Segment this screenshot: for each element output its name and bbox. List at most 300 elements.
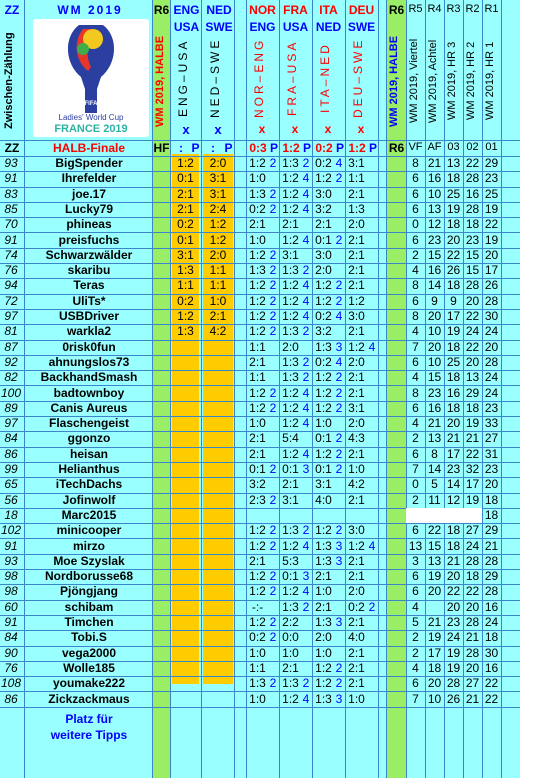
points-deu-swe — [367, 324, 377, 339]
player-name: Timchen — [64, 615, 114, 629]
r4-value — [425, 508, 444, 523]
tip-deu-swe: 2:1 — [348, 324, 365, 339]
r5-value: 0 — [412, 477, 419, 492]
rank-value: 94 — [4, 278, 18, 293]
points-fra-usa — [301, 554, 311, 569]
r5-value: 4 — [412, 263, 419, 278]
rank-value: 86 — [4, 446, 18, 461]
tip-fra-usa: 1:2 — [282, 171, 299, 186]
points-deu-swe — [367, 202, 377, 217]
tip-eng-usa — [172, 661, 199, 676]
points-fra-usa: 4 — [302, 278, 310, 293]
r4-value: 10 — [427, 354, 442, 369]
tip-fra-usa: 1:2 — [282, 385, 299, 400]
r2-value: 22 — [465, 309, 480, 323]
tip-deu-swe: 2:1 — [348, 232, 365, 247]
tip-nor-eng: 1:0 — [249, 691, 266, 706]
team-eng: ENG — [173, 3, 200, 17]
player-name: Teras — [73, 278, 105, 293]
tip-eng-usa — [172, 569, 199, 584]
player-name: Helianthus — [58, 462, 120, 476]
tip-ita-ned — [313, 508, 334, 523]
tip-ned-swe: 1:0 — [209, 293, 227, 308]
rank-value: 60 — [4, 599, 18, 614]
points-nor-eng: 2 — [269, 201, 277, 216]
page-title: WM 2019 — [57, 3, 123, 17]
r5-value: 4 — [412, 370, 419, 385]
team-ita: ITA — [319, 3, 338, 17]
points-nor-eng — [268, 600, 278, 615]
r1-value: 19 — [484, 232, 499, 247]
table-row — [0, 477, 520, 493]
tip-deu-swe: 3:1 — [348, 400, 365, 415]
points-label: P — [335, 141, 344, 155]
tip-eng-usa — [172, 692, 199, 707]
points-ita-ned: 2 — [335, 523, 343, 538]
tip-fra-usa: 2:0 — [282, 339, 299, 354]
tip-fra-usa: 1:2 — [282, 400, 299, 415]
r1-value: 28 — [484, 584, 499, 599]
tip-ita-ned: 1:3 — [315, 339, 332, 354]
fra-usa-vertical: FRA–USA — [285, 39, 299, 117]
r4-value: 20 — [427, 309, 442, 323]
tip-fra-usa: 1:2 — [282, 309, 299, 323]
tip-ned-swe — [203, 416, 233, 431]
player-name: Marc2015 — [61, 507, 117, 522]
tip-ita-ned: 1:2 — [315, 400, 332, 415]
tip-ned-swe — [203, 340, 233, 355]
tip-nor-eng: 1:3 — [249, 676, 266, 691]
points-nor-eng: 2 — [269, 263, 277, 278]
points-nor-eng: 2 — [269, 400, 277, 415]
tip-nor-eng: 1:2 — [249, 247, 266, 262]
player-name: Pjöngjang — [60, 584, 118, 599]
table-row — [0, 493, 520, 509]
points-fra-usa: 4 — [302, 186, 310, 201]
tip-nor-eng: 1:0 — [249, 416, 266, 431]
r1-value: 28 — [484, 553, 499, 568]
rank-value: 100 — [0, 385, 22, 400]
r5-value: 7 — [412, 339, 419, 354]
r1-value: 22 — [484, 676, 499, 691]
points-deu-swe — [367, 355, 377, 370]
tip-nor-eng: 2:1 — [249, 553, 266, 568]
rank-value: 91 — [4, 538, 18, 553]
points-nor-eng: 2 — [269, 584, 277, 599]
r1-value: 28 — [484, 354, 499, 369]
r3-value: 21 — [446, 553, 461, 568]
r1-header: R1 — [484, 3, 499, 15]
player-name: ahnungslos73 — [48, 354, 130, 369]
tip-nor-eng: 2:1 — [249, 217, 266, 232]
tip-fra-usa: 1:2 — [282, 584, 299, 599]
zwischen-label: Zwischen-Zählung — [3, 32, 15, 130]
tip-ned-swe — [203, 508, 233, 523]
r2-vertical: WM 2019, HR 2 — [465, 41, 477, 121]
points-fra-usa — [301, 217, 311, 232]
footer-line2: weitere Tipps — [50, 728, 128, 742]
points-nor-eng: 2 — [269, 676, 277, 691]
points-deu-swe — [367, 386, 377, 401]
rank-value: 86 — [4, 691, 18, 706]
r2-header: R2 — [465, 3, 480, 15]
hr3-subheader: 03 — [447, 141, 460, 153]
r4-value: 10 — [427, 324, 442, 339]
r3-value: 23 — [446, 462, 461, 476]
r5-value: 6 — [412, 523, 419, 538]
r1-value: 20 — [484, 477, 499, 492]
tip-fra-usa: 2:2 — [282, 615, 299, 629]
points-ita-ned — [334, 630, 344, 645]
r3-value: 20 — [446, 599, 461, 614]
tip-deu-swe: 0:2 — [348, 599, 365, 614]
tip-ita-ned: 2:0 — [315, 263, 332, 278]
tip-eng-usa — [172, 431, 199, 446]
table-row — [0, 615, 520, 631]
tip-ita-ned: 0:1 — [315, 462, 332, 476]
rank-value: 92 — [4, 354, 18, 369]
player-name: heisan — [69, 446, 108, 461]
tip-deu-swe: 4:3 — [348, 431, 365, 446]
points-label: P — [191, 141, 200, 155]
points-ita-ned — [334, 202, 344, 217]
table-row — [0, 661, 520, 677]
tip-fra-usa: 2:1 — [282, 660, 299, 675]
tip-nor-eng: 0:1 — [249, 462, 266, 476]
score-fra-usa: 1:2 — [282, 141, 300, 155]
r2-value: 19 — [465, 416, 480, 431]
player-name: Schwarzwälder — [45, 247, 133, 262]
tip-nor-eng: 1:0 — [249, 645, 266, 660]
tip-nor-eng: 2:1 — [249, 431, 266, 446]
tip-nor-eng: 1:2 — [249, 584, 266, 599]
r1-value: 23 — [484, 400, 499, 415]
r2-value: 27 — [465, 676, 480, 691]
tip-ita-ned: 0:2 — [315, 156, 332, 170]
tip-ita-ned: 1:2 — [315, 385, 332, 400]
tip-eng-usa — [172, 523, 199, 538]
r4-value: 20 — [427, 676, 442, 691]
tip-deu-swe: 1:1 — [348, 171, 365, 186]
points-deu-swe: 2 — [368, 599, 376, 614]
tip-eng-usa — [172, 340, 199, 355]
tick-mark: x — [214, 122, 222, 137]
tip-nor-eng: 1:2 — [249, 615, 266, 629]
table-row — [0, 401, 520, 417]
tip-ita-ned: 1:0 — [315, 645, 332, 660]
r1-value: 29 — [484, 569, 499, 584]
points-label: P — [269, 141, 278, 155]
points-ita-ned: 3 — [335, 538, 343, 553]
tip-eng-usa — [172, 493, 199, 508]
points-deu-swe — [367, 584, 377, 599]
r1-value: 24 — [484, 324, 499, 339]
r2-value: 21 — [465, 630, 480, 645]
tip-nor-eng: 3:2 — [249, 477, 266, 492]
tip-ned-swe — [203, 493, 233, 508]
tip-ita-ned: 0:2 — [315, 354, 332, 369]
points-fra-usa: 2 — [302, 263, 310, 278]
points-deu-swe — [367, 263, 377, 278]
tip-deu-swe: 2:1 — [348, 676, 365, 691]
tip-ita-ned: 2:0 — [315, 630, 332, 645]
tip-fra-usa: 1:3 — [282, 370, 299, 385]
points-fra-usa: 2 — [302, 354, 310, 369]
tip-fra-usa: 5:4 — [282, 431, 299, 446]
r5-value: 3 — [412, 553, 419, 568]
tip-deu-swe: 3:1 — [348, 156, 365, 170]
table-row — [0, 248, 520, 264]
player-name: warkla2 — [66, 324, 112, 339]
points-ita-ned — [334, 324, 344, 339]
r1-value: 33 — [484, 416, 499, 431]
rank-value: 76 — [4, 263, 18, 278]
r4-value: 19 — [427, 630, 442, 645]
ned-swe-vertical: NED–SWE — [208, 37, 222, 118]
tip-deu-swe: 2:0 — [348, 217, 365, 232]
tip-eng-usa — [172, 370, 199, 385]
tip-ned-swe: 3:1 — [209, 171, 227, 186]
points-fra-usa: 4 — [302, 538, 310, 553]
tip-deu-swe: 2:1 — [348, 553, 365, 568]
tip-eng-usa — [172, 416, 199, 431]
tip-nor-eng: 1:1 — [249, 370, 266, 385]
r3-value: 22 — [446, 584, 461, 599]
r2-value: 20 — [465, 660, 480, 675]
points-deu-swe — [367, 156, 377, 171]
hr2-subheader: 02 — [466, 141, 479, 153]
subheader-row — [0, 140, 520, 157]
tip-nor-eng: 1:0 — [249, 232, 266, 247]
r5-value: 6 — [412, 584, 419, 599]
tip-ned-swe — [203, 355, 233, 370]
rank-value: 98 — [4, 584, 18, 599]
tip-eng-usa: 3:1 — [177, 247, 194, 262]
r2-value: 22 — [465, 446, 480, 461]
points-deu-swe — [367, 447, 377, 462]
tip-fra-usa: 1:3 — [282, 324, 299, 339]
r3-value: 18 — [446, 278, 461, 293]
rank-value: 91 — [4, 171, 18, 186]
points-nor-eng — [268, 477, 278, 492]
tip-deu-swe: 2:1 — [348, 278, 365, 293]
points-ita-ned — [334, 646, 344, 661]
tip-deu-swe: 2:1 — [348, 660, 365, 675]
r3-value: 18 — [446, 370, 461, 385]
logo-line2: FRANCE 2019 — [54, 123, 128, 135]
r4-value: 10 — [427, 691, 442, 706]
player-name: schibam — [64, 599, 114, 614]
table-row — [0, 278, 520, 294]
r2-value: 16 — [465, 186, 480, 201]
tip-eng-usa: 1:3 — [177, 263, 194, 278]
tip-ita-ned: 1:2 — [315, 278, 332, 293]
rank-value: 82 — [4, 370, 18, 385]
rank-value: 74 — [4, 247, 18, 262]
table-row — [0, 294, 520, 310]
points-nor-eng: 2 — [269, 309, 277, 323]
score-deu-swe: 1:2 — [348, 141, 366, 155]
r5-value: 2 — [412, 630, 419, 645]
tip-ita-ned: 3:1 — [315, 477, 332, 492]
points-fra-usa — [301, 431, 311, 446]
eng-usa-vertical: ENG–USA — [176, 38, 190, 118]
points-deu-swe — [367, 493, 377, 508]
table-row — [0, 584, 520, 600]
tip-eng-usa — [172, 386, 199, 401]
deu-swe-vertical: DEU–SWE — [351, 37, 365, 118]
table-row — [0, 554, 520, 570]
tip-fra-usa: 1:3 — [282, 156, 299, 170]
r2-value: 15 — [465, 247, 480, 262]
tip-fra-usa: 3:1 — [282, 492, 299, 507]
tip-ned-swe: 2:0 — [209, 247, 227, 262]
r4-value: 13 — [427, 201, 442, 216]
r2-value: 20 — [465, 293, 480, 308]
rank-value: 84 — [4, 431, 18, 446]
r5-value: 6 — [412, 354, 419, 369]
tip-deu-swe: 2:0 — [348, 416, 365, 431]
tip-fra-usa: 1:2 — [282, 416, 299, 431]
tip-nor-eng: 1:2 — [249, 523, 266, 538]
r1-value: 18 — [484, 630, 499, 645]
tip-ita-ned: 1:3 — [315, 538, 332, 553]
tip-nor-eng: 1:2 — [249, 538, 266, 553]
r3-value: 18 — [446, 400, 461, 415]
r5-value: 7 — [412, 691, 419, 706]
r1-value: 25 — [484, 186, 499, 201]
tip-fra-usa: 5:3 — [282, 553, 299, 568]
r5-value: 5 — [412, 615, 419, 629]
points-deu-swe — [367, 554, 377, 569]
tip-eng-usa — [172, 600, 199, 615]
table-row — [0, 233, 520, 249]
score-ita-ned: 0:2 — [315, 141, 333, 155]
r3-value: 17 — [446, 446, 461, 461]
r2-value: 27 — [465, 523, 480, 538]
r5-value: 2 — [412, 645, 419, 660]
points-fra-usa: 2 — [302, 370, 310, 385]
tip-deu-swe: 2:1 — [348, 492, 365, 507]
tip-nor-eng: 1:2 — [249, 385, 266, 400]
r4-value: 16 — [427, 171, 442, 186]
tip-nor-eng: 1:2 — [249, 400, 266, 415]
r4-value: 8 — [431, 446, 438, 461]
points-ita-ned — [334, 248, 344, 263]
points-ita-ned: 2 — [335, 293, 343, 308]
tip-nor-eng: 1:3 — [249, 263, 266, 278]
tip-fra-usa: 1:2 — [282, 232, 299, 247]
tip-ita-ned: 0:2 — [315, 309, 332, 323]
r1-value: 19 — [484, 201, 499, 216]
rank-value: 99 — [4, 462, 18, 476]
points-fra-usa: 4 — [302, 232, 310, 247]
points-deu-swe — [367, 294, 377, 309]
r1-value: 22 — [484, 691, 499, 706]
r4-value: 15 — [427, 370, 442, 385]
tip-deu-swe: 2:1 — [348, 615, 365, 629]
r5-value: 8 — [412, 385, 419, 400]
player-name: Wolle185 — [63, 660, 115, 675]
points-deu-swe — [367, 646, 377, 661]
r2-value: 22 — [465, 156, 480, 170]
table-row — [0, 340, 520, 356]
r2-value: 28 — [465, 645, 480, 660]
tip-ned-swe: 3:1 — [209, 186, 227, 201]
r2-value: 32 — [465, 462, 480, 476]
points-ita-ned — [334, 263, 344, 278]
r2-value: 13 — [465, 370, 480, 385]
rank-value: 90 — [4, 645, 18, 660]
r3-header: R3 — [446, 3, 461, 15]
points-fra-usa — [301, 615, 311, 630]
table-row — [0, 217, 520, 233]
points-ita-ned: 2 — [335, 446, 343, 461]
points-fra-usa: 4 — [302, 385, 310, 400]
wm-logo — [33, 19, 149, 137]
points-deu-swe: 4 — [368, 538, 376, 553]
points-fra-usa: 4 — [302, 293, 310, 308]
table-row — [0, 676, 520, 692]
points-deu-swe — [367, 217, 377, 232]
table-row — [0, 416, 520, 432]
r5-value: 6 — [412, 676, 419, 691]
points-deu-swe — [367, 569, 377, 584]
r1-value: 29 — [484, 523, 499, 538]
points-ita-ned: 3 — [335, 339, 343, 354]
points-ita-ned: 3 — [335, 553, 343, 568]
halb-finale: HALB-Finale — [53, 141, 125, 155]
tip-deu-swe: 2:1 — [348, 385, 365, 400]
points-ita-ned — [334, 187, 344, 202]
tip-deu-swe: 2:1 — [348, 263, 365, 278]
tip-fra-usa: 2:1 — [282, 217, 299, 232]
tip-deu-swe: 2:1 — [348, 370, 365, 385]
tip-deu-swe: 4:2 — [348, 477, 365, 492]
player-name: BigSpender — [55, 156, 123, 170]
tip-deu-swe: 3:0 — [348, 523, 365, 538]
tip-ita-ned: 3:2 — [315, 324, 332, 339]
points-ita-ned — [334, 416, 344, 431]
r1-value: 24 — [484, 370, 499, 385]
nor-eng-vertical: NOR–ENG — [252, 37, 266, 118]
points-nor-eng: 2 — [269, 186, 277, 201]
tip-deu-swe: 2:0 — [348, 584, 365, 599]
points-deu-swe — [367, 370, 377, 385]
r3-value: 14 — [446, 477, 461, 492]
tip-fra-usa: 1:2 — [282, 691, 299, 706]
tip-eng-usa — [172, 477, 199, 492]
r1-value: 20 — [484, 339, 499, 354]
player-name: Canis Aureus — [50, 400, 128, 415]
tip-fra-usa: 0:1 — [282, 569, 299, 584]
r6-header: R6 — [153, 3, 170, 17]
tip-eng-usa: 1:3 — [177, 324, 194, 339]
tip-eng-usa — [172, 508, 199, 523]
points-label: P — [368, 141, 377, 155]
tip-deu-swe: 3:0 — [348, 309, 365, 323]
tip-nor-eng: 1:3 — [249, 186, 266, 201]
team-nor: NOR — [249, 3, 276, 17]
r1-value: 18 — [484, 492, 499, 507]
r1-value: 24 — [484, 385, 499, 400]
r1-value: 27 — [484, 431, 499, 446]
tip-nor-eng: 1:1 — [249, 339, 266, 354]
r2-value: 21 — [465, 691, 480, 706]
r4-value: 21 — [427, 156, 442, 170]
logo-line1: Ladies' World Cup — [58, 113, 124, 122]
tip-ned-swe — [203, 584, 233, 599]
